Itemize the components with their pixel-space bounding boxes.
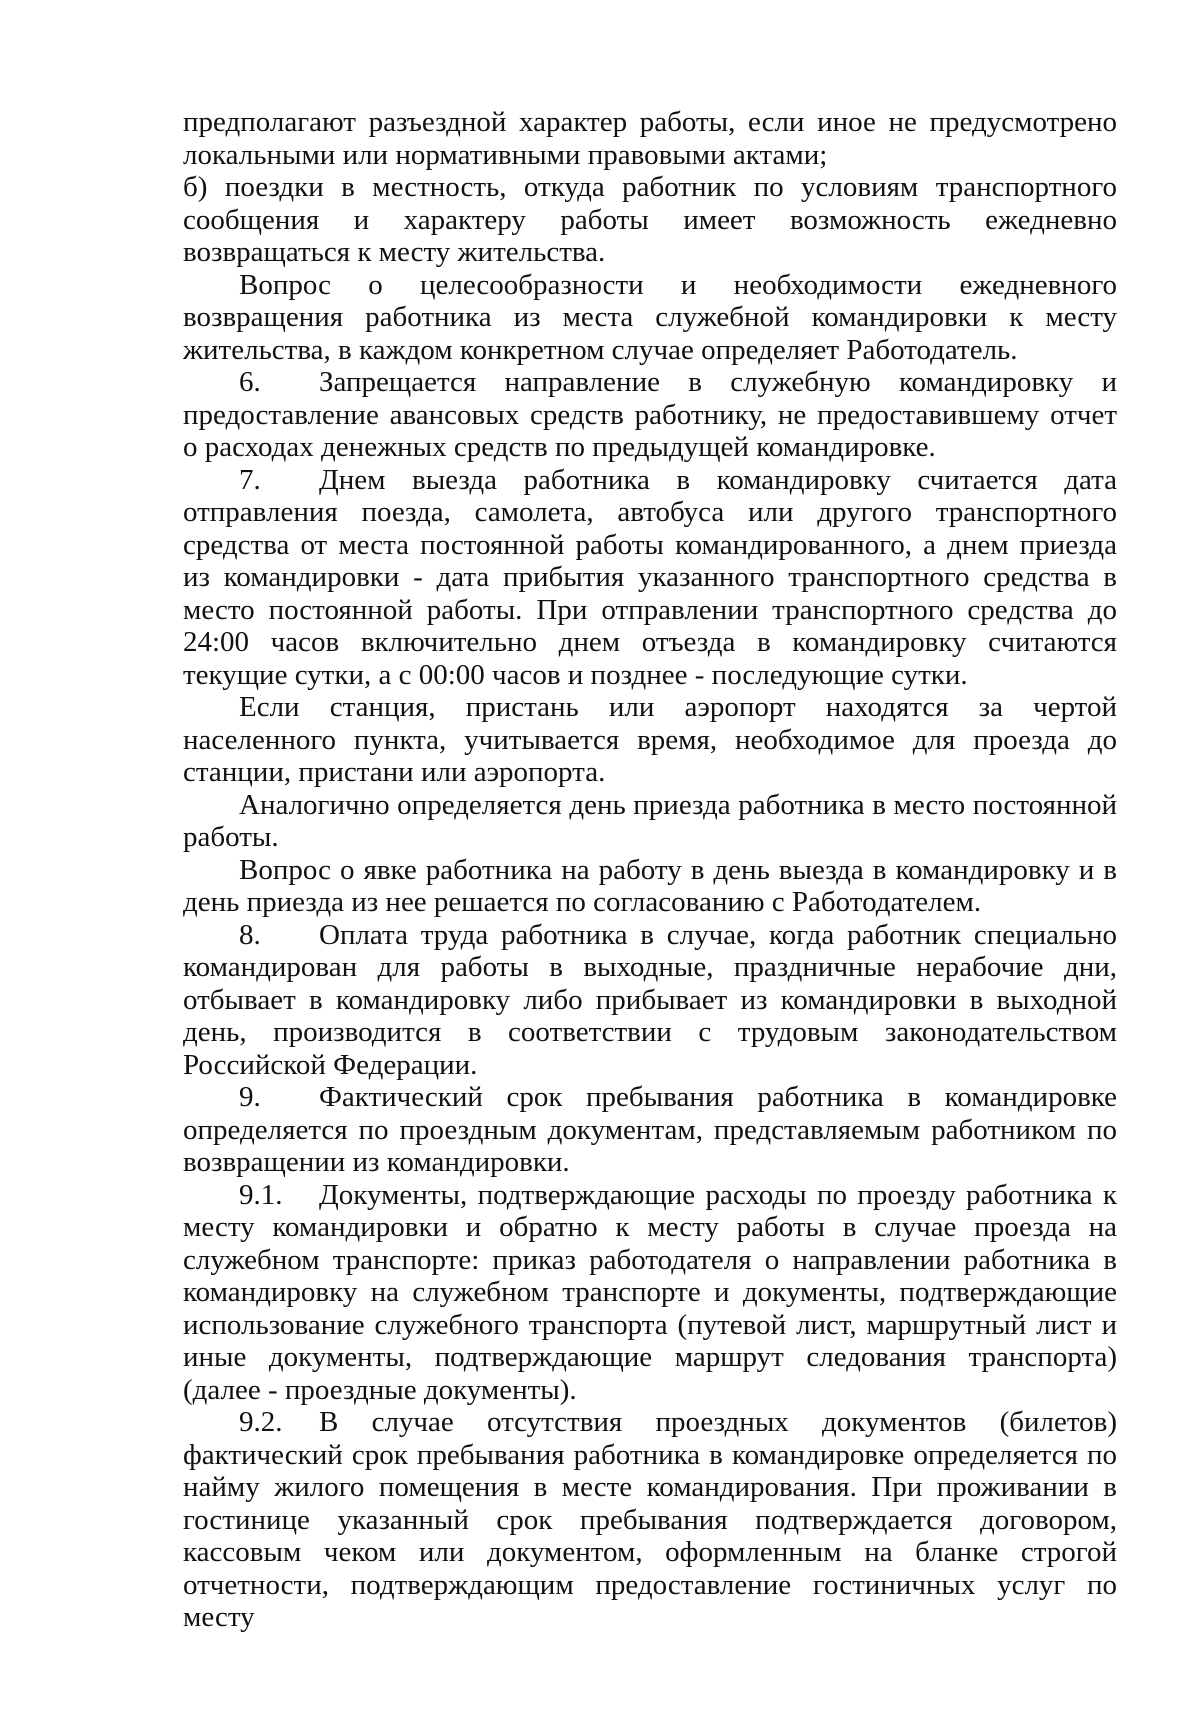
paragraph-clause-9-2 xyxy=(183,1406,1117,1634)
paragraph-arrival-day: Аналогично определяется день приезда работника в место постоянной работы. xyxy=(183,788,1117,853)
paragraph-continuation: предполагают разъездной характер работы, если иное не предусмотрено локальными или нормативными правовыми актами; xyxy=(183,106,1117,171)
clause-text: Запрещается направление в служебную командировку и предоставление авансовых средств работнику, не предоставившему отчет о расходах денежных средств по предыдущей командировке. xyxy=(183,366,1117,463)
paragraph-clause-6 xyxy=(183,366,1117,464)
clause-text: Фактический срок пребывания работника в командировке определяется по проездным документам, представляемым работником по возвращении из командировки. xyxy=(183,1081,1117,1178)
paragraph-clause-8 xyxy=(183,919,1117,1082)
document-body xyxy=(183,106,1117,1634)
paragraph-daily-return: Вопрос о целесообразности и необходимости ежедневного возвращения работника из места служебной командировки к месту жительства, в каждом конкретном случае определяет Работодатель. xyxy=(183,268,1117,366)
paragraph-clause-7 xyxy=(183,464,1117,692)
paragraph-item-b: б) поездки в местность, откуда работник по условиям транспортного сообщения и характеру работы имеет возможность ежедневно возвращаться к месту жительства. xyxy=(183,171,1117,268)
clause-text: Документы, подтверждающие расходы по проезду работника к месту командировки и обратно к месту работы в случае проезда на служебном транспорте: приказ работодателя о направлении работника в командировку на служебном транспорте и документы, подтверждающие использование служебного транспорта (путевой лист, маршрутный лист и иные документы, подтверждающие маршрут следования транспорта) (далее - проездные документы). xyxy=(183,1178,1117,1406)
clause-number: 9.2. xyxy=(239,1406,283,1438)
paragraph-clause-9-1 xyxy=(183,1179,1117,1407)
paragraph-attendance: Вопрос о явке работника на работу в день выезда в командировку и в день приезда из нее решается по согласованию с Работодателем. xyxy=(183,853,1117,918)
clause-number: 9. xyxy=(239,1081,261,1113)
clause-number: 8. xyxy=(239,918,261,951)
clause-text: Оплата труда работника в случае, когда работник специально командирован для работы в выходные, праздничные нерабочие дни, отбывает в командировку либо прибывает из командировки в выходной день, производится в соответствии с трудовым законодательством Российской Федерации. xyxy=(183,918,1117,1081)
clause-text: Днем выезда работника в командировку считается дата отправления поезда, самолета, автобуса или другого транспортного средства от места постоянной работы командированного, а днем приезда из командировки - дата прибытия указанного транспортного средства в место постоянной работы. При отправлении транспортного средства до 24:00 часов включительно днем отъезда в командировку считаются текущие сутки, а с 00:00 часов и позднее - последующие сутки. xyxy=(183,463,1117,691)
clause-text: В случае отсутствия проездных документов (билетов) фактический срок пребывания работника в командировке определяется по найму жилого помещения в месте командирования. При проживании в гостинице указанный срок пребывания подтверждается договором, кассовым чеком или документом, оформленным на бланке строгой отчетности, подтверждающим предоставление гостиничных услуг по месту xyxy=(183,1406,1117,1633)
clause-number: 7. xyxy=(239,463,261,496)
paragraph-clause-9 xyxy=(183,1081,1117,1179)
clause-number: 9.1. xyxy=(239,1178,283,1211)
clause-number: 6. xyxy=(239,366,261,398)
paragraph-station: Если станция, пристань или аэропорт находятся за чертой населенного пункта, учитывается время, необходимое для проезда до станции, пристани или аэропорта. xyxy=(183,691,1117,788)
